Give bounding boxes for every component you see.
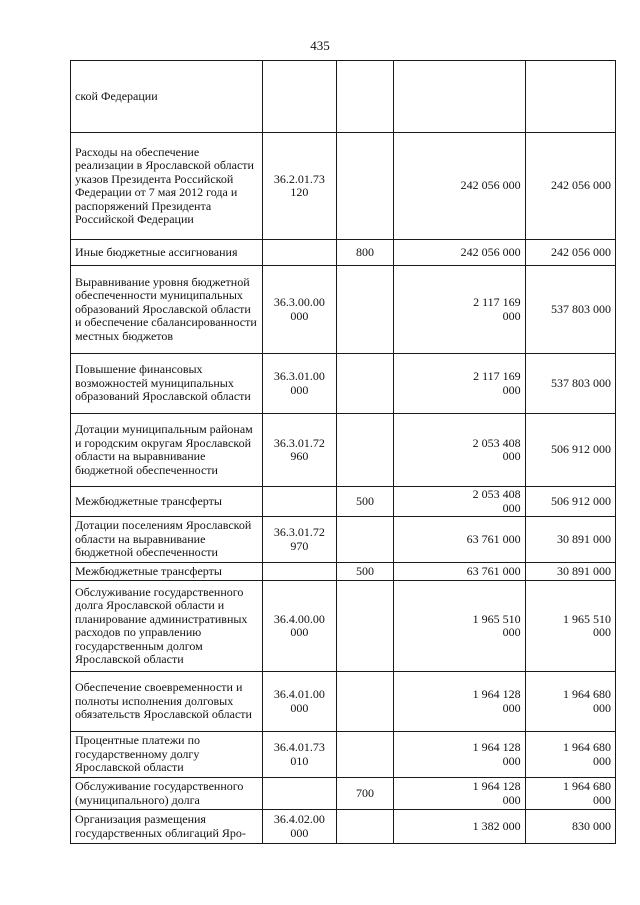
row-expense-type (336, 517, 394, 563)
row-name: Организация размещения государственных облигаций Яро- (71, 810, 263, 844)
row-code: 36.3.00.00 000 (263, 266, 337, 354)
row-name: Процентные платежи по государственному долгу Ярославской области (71, 732, 263, 778)
row-amount-2: 242 056 000 (525, 133, 615, 240)
row-code (263, 778, 337, 810)
row-amount-1: 1 382 000 (394, 810, 525, 844)
row-code (263, 61, 337, 133)
table-row (71, 672, 616, 732)
row-amount-1: 1 964 128 000 (394, 672, 525, 732)
row-amount-2: 1 964 680 000 (525, 672, 615, 732)
row-amount-1: 1 964 128 000 (394, 732, 525, 778)
table-row (71, 517, 616, 563)
row-amount-2: 242 056 000 (525, 240, 615, 266)
table-row (71, 266, 616, 354)
row-amount-2: 1 965 510 000 (525, 581, 615, 672)
row-code: 36.3.01.00 000 (263, 354, 337, 414)
table-row (71, 133, 616, 240)
table-row (71, 778, 616, 810)
row-amount-2: 506 912 000 (525, 414, 615, 487)
row-amount-2: 537 803 000 (525, 354, 615, 414)
row-name: Обслуживание государственного (муниципального) долга (71, 778, 263, 810)
row-code: 36.2.01.73 120 (263, 133, 337, 240)
row-code: 36.4.00.00 000 (263, 581, 337, 672)
row-expense-type: 700 (336, 778, 394, 810)
row-amount-1: 242 056 000 (394, 133, 525, 240)
row-amount-1: 2 053 408 000 (394, 414, 525, 487)
row-expense-type (336, 266, 394, 354)
row-amount-1: 1 965 510 000 (394, 581, 525, 672)
row-expense-type (336, 732, 394, 778)
row-expense-type (336, 354, 394, 414)
row-amount-2 (525, 61, 615, 133)
row-amount-1: 2 117 169 000 (394, 354, 525, 414)
table-row (71, 810, 616, 844)
row-expense-type (336, 133, 394, 240)
row-code: 36.3.01.72 960 (263, 414, 337, 487)
row-expense-type (336, 810, 394, 844)
row-code: 36.4.01.73 010 (263, 732, 337, 778)
table-row (71, 563, 616, 581)
row-name: Обеспечение своевременности и полноты исполнения долговых обязательств Ярославской области (71, 672, 263, 732)
row-amount-2: 1 964 680 000 (525, 778, 615, 810)
row-amount-1: 242 056 000 (394, 240, 525, 266)
row-expense-type (336, 672, 394, 732)
row-name: Обслуживание государственного долга Ярославской области и планирование административных расходов по управлению государственным долгом Ярославской области (71, 581, 263, 672)
table-row (71, 732, 616, 778)
table-row (71, 581, 616, 672)
row-name: ской Федерации (71, 61, 263, 133)
row-amount-1: 2 053 408 000 (394, 487, 525, 517)
row-amount-1: 63 761 000 (394, 517, 525, 563)
row-amount-1: 2 117 169 000 (394, 266, 525, 354)
row-amount-1: 1 964 128 000 (394, 778, 525, 810)
table-row (71, 354, 616, 414)
row-name: Выравнивание уровня бюджетной обеспеченности муниципальных образований Ярославской области и обеспечение сбалансированности местных бюджетов (71, 266, 263, 354)
row-amount-2: 30 891 000 (525, 563, 615, 581)
page-number: 435 (310, 38, 330, 53)
row-name: Повышение финансовых возможностей муниципальных образований Ярославской области (71, 354, 263, 414)
table-row (71, 61, 616, 133)
table-row (71, 414, 616, 487)
row-code: 36.4.02.00 000 (263, 810, 337, 844)
row-amount-2: 30 891 000 (525, 517, 615, 563)
row-name: Межбюджетные трансферты (71, 487, 263, 517)
row-expense-type (336, 61, 394, 133)
row-amount-1: 63 761 000 (394, 563, 525, 581)
row-amount-2: 830 000 (525, 810, 615, 844)
row-code: 36.4.01.00 000 (263, 672, 337, 732)
row-code (263, 563, 337, 581)
row-name: Дотации муниципальным районам и городским округам Ярославской области на выравнивание бюджетной обеспеченности (71, 414, 263, 487)
budget-table (70, 60, 616, 844)
row-expense-type: 500 (336, 563, 394, 581)
row-code (263, 240, 337, 266)
row-amount-2: 1 964 680 000 (525, 732, 615, 778)
row-name: Иные бюджетные ассигнования (71, 240, 263, 266)
row-expense-type: 500 (336, 487, 394, 517)
row-amount-2: 537 803 000 (525, 266, 615, 354)
table-row (71, 487, 616, 517)
row-name: Дотации поселениям Ярославской области на выравнивание бюджетной обеспеченности (71, 517, 263, 563)
row-code (263, 487, 337, 517)
row-expense-type: 800 (336, 240, 394, 266)
row-expense-type (336, 581, 394, 672)
table-row (71, 240, 616, 266)
row-amount-1 (394, 61, 525, 133)
row-code: 36.3.01.72 970 (263, 517, 337, 563)
row-amount-2: 506 912 000 (525, 487, 615, 517)
row-expense-type (336, 414, 394, 487)
row-name: Расходы на обеспечение реализации в Ярославской области указов Президента Российской Федерации от 7 мая 2012 года и распоряжений Президента Российской Федерации (71, 133, 263, 240)
row-name: Межбюджетные трансферты (71, 563, 263, 581)
